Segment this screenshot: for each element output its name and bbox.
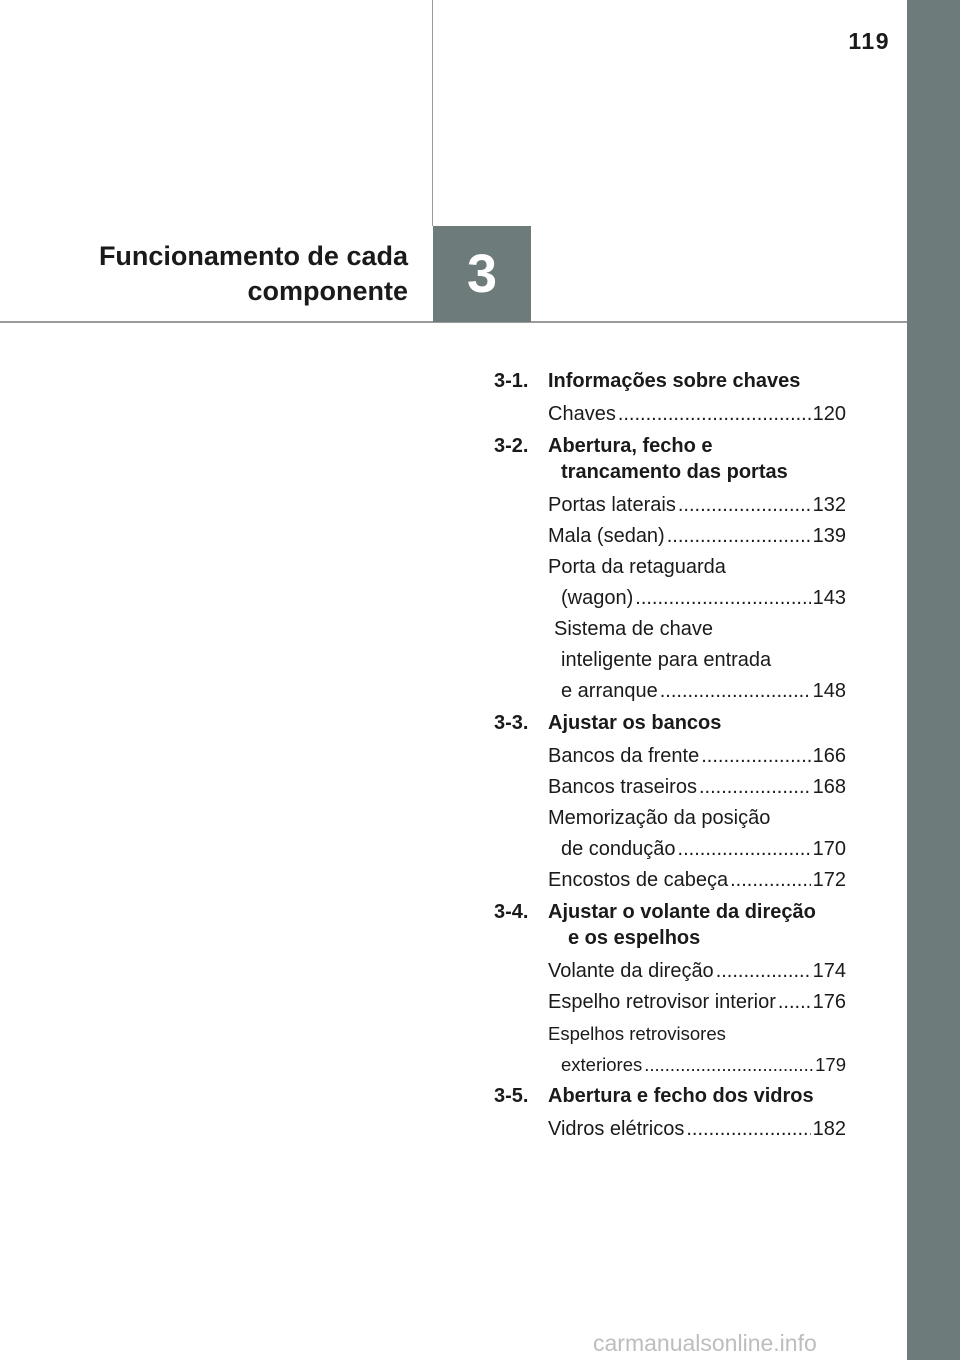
section-number: 3-5. xyxy=(494,1085,529,1107)
section-title-line2: e os espelhos xyxy=(568,927,701,949)
entry-page: 168 xyxy=(812,776,846,798)
section-title-line2: trancamento das portas xyxy=(561,461,788,483)
chapter-number-box: 3 xyxy=(433,226,531,322)
entry-label: Bancos da frente xyxy=(548,745,700,767)
vertical-divider xyxy=(432,0,433,226)
section-number: 3-1. xyxy=(494,370,529,392)
entry-label-line1: Memorização da posição xyxy=(548,807,771,829)
section-heading xyxy=(494,433,846,485)
toc-entry[interactable] xyxy=(548,956,846,987)
entry-label: Vidros elétricos xyxy=(548,1118,685,1140)
section-title xyxy=(548,433,846,485)
section-title xyxy=(548,899,846,951)
section-heading xyxy=(494,710,846,736)
section-number: 3-2. xyxy=(494,435,529,457)
toc-entry[interactable] xyxy=(548,490,846,521)
section-heading xyxy=(494,899,846,951)
toc-entry[interactable] xyxy=(548,1018,846,1080)
toc-entry[interactable] xyxy=(548,772,846,803)
entry-label: Mala (sedan) xyxy=(548,525,665,547)
entry-page: 179 xyxy=(815,1054,846,1075)
entry-page: 132 xyxy=(812,494,846,516)
entry-page: 176 xyxy=(812,991,846,1013)
dot-leader xyxy=(618,399,811,430)
entry-page: 166 xyxy=(812,745,846,767)
entry-label-line1: Porta da retaguarda xyxy=(548,556,726,578)
toc-entry[interactable] xyxy=(548,552,846,614)
entry-page: 170 xyxy=(812,838,846,860)
dot-leader xyxy=(635,583,810,614)
section-title: Informações sobre chaves xyxy=(548,370,801,392)
entry-label: Volante da direção xyxy=(548,960,714,982)
dot-leader xyxy=(660,676,811,707)
entry-label: exteriores xyxy=(561,1054,643,1075)
dot-leader xyxy=(644,1049,813,1080)
section-number: 3-4. xyxy=(494,901,529,923)
entry-label-line1: Espelhos retrovisores xyxy=(548,1023,726,1044)
toc-entry[interactable] xyxy=(548,614,846,707)
dot-leader xyxy=(778,987,811,1018)
section-number: 3-3. xyxy=(494,712,529,734)
entry-label: Portas laterais xyxy=(548,494,676,516)
dot-leader xyxy=(701,741,810,772)
dot-leader xyxy=(730,865,811,896)
section-heading xyxy=(494,1083,846,1109)
dot-leader xyxy=(667,521,811,552)
dot-leader xyxy=(686,1114,810,1145)
section-title-line1: Abertura, fecho e xyxy=(548,435,713,457)
dot-leader xyxy=(678,834,811,865)
toc-entry[interactable] xyxy=(548,1114,846,1145)
toc-entry[interactable] xyxy=(548,399,846,430)
dot-leader xyxy=(678,490,811,521)
entry-label: Encostos de cabeça xyxy=(548,869,729,891)
section-title-line1: Ajustar o volante da direção xyxy=(548,901,816,923)
entry-page: 174 xyxy=(812,960,846,982)
dot-leader xyxy=(699,772,811,803)
section-title: Ajustar os bancos xyxy=(548,712,722,734)
toc-entry[interactable] xyxy=(548,987,846,1018)
entry-page: 139 xyxy=(812,525,846,547)
chapter-title-line1: Funcionamento de cada xyxy=(98,241,408,271)
chapter-title xyxy=(99,239,408,309)
entry-label: Espelho retrovisor interior xyxy=(548,991,776,1013)
entry-label: Chaves xyxy=(548,403,616,425)
section-heading xyxy=(494,368,846,394)
dot-leader xyxy=(716,956,811,987)
entry-label: de condução xyxy=(561,838,676,860)
entry-label: Bancos traseiros xyxy=(548,776,697,798)
section-title: Abertura e fecho dos vidros xyxy=(548,1085,814,1107)
entry-page: 148 xyxy=(812,680,846,702)
entry-label: e arranque xyxy=(561,680,658,702)
entry-label-line2: inteligente para entrada xyxy=(561,649,772,671)
entry-page: 120 xyxy=(812,403,846,425)
chapter-side-tab xyxy=(907,0,960,1360)
chapter-title-line2: componente xyxy=(247,276,408,306)
toc-entry[interactable] xyxy=(548,865,846,896)
watermark: carmanualsonline.info xyxy=(593,1330,817,1356)
table-of-contents xyxy=(494,368,846,1145)
entry-page: 182 xyxy=(812,1118,846,1140)
entry-label-line1: Sistema de chave xyxy=(554,618,713,640)
toc-entry[interactable] xyxy=(548,803,846,865)
entry-page: 172 xyxy=(812,869,846,891)
entry-page: 143 xyxy=(812,587,846,609)
toc-entry[interactable] xyxy=(548,741,846,772)
entry-label: (wagon) xyxy=(561,587,634,609)
toc-entry[interactable] xyxy=(548,521,846,552)
page-number: 119 xyxy=(848,28,890,54)
